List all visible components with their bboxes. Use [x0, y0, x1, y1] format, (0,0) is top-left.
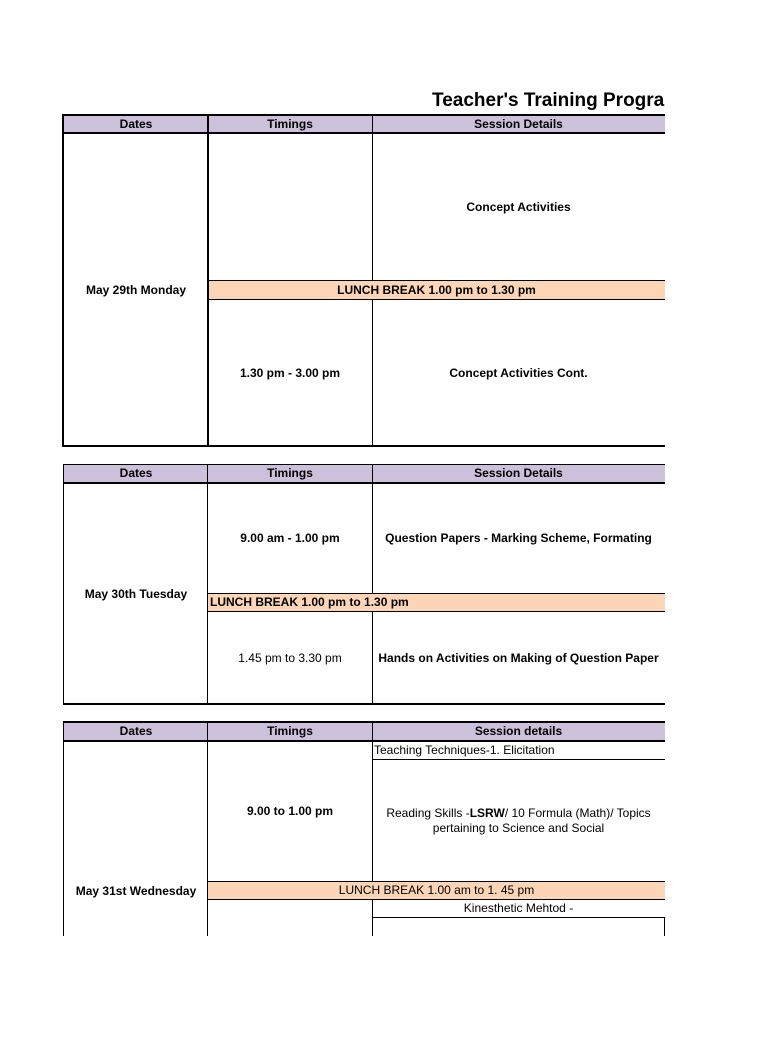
- session-cell: [372, 760, 665, 881]
- timing-cell: 1.30 pm - 3.00 pm: [239, 365, 341, 380]
- timing-cell: 9.00 to 1.00 pm: [246, 804, 334, 818]
- table-border: [63, 114, 665, 116]
- table-border: [207, 721, 208, 936]
- session-cell: Concept Activities: [466, 199, 571, 214]
- session-cell: Teaching Techniques-1. Elicitation: [374, 743, 555, 757]
- header-session-details: Session details: [372, 723, 665, 740]
- lunch-break-row: LUNCH BREAK 1.00 pm to 1.30 pm: [208, 594, 665, 611]
- lunch-break-row: LUNCH BREAK 1.00 pm to 1.30 pm: [208, 281, 665, 299]
- session-cell: Concept Activities Cont.: [449, 365, 588, 380]
- date-cell: May 30th Tuesday: [84, 586, 188, 601]
- header-dates: Dates: [64, 116, 208, 133]
- header-timings: Timings: [208, 116, 372, 133]
- table-border: [63, 464, 64, 705]
- lunch-break-row: LUNCH BREAK 1.00 am to 1. 45 pm: [208, 882, 665, 899]
- table-border: [372, 114, 373, 280]
- table-border: [208, 299, 665, 300]
- session-text: Reading Skills -LSRW/ 10 Formula (Math)/ Topics pertaining to Science and Social: [386, 805, 651, 835]
- session-cell: Question Papers - Marking Scheme, Formating: [385, 531, 652, 545]
- session-cell: Kinesthetic Mehtod -: [463, 901, 574, 915]
- table-border: [372, 899, 373, 936]
- table-border: [62, 114, 64, 447]
- header-timings: Timings: [208, 465, 372, 482]
- date-cell: May 31st Wednesday: [75, 884, 197, 898]
- table-border: [372, 917, 665, 918]
- header-dates: Dates: [64, 465, 208, 482]
- table-border: [207, 464, 208, 705]
- table-border: [372, 611, 373, 705]
- table-border: [372, 464, 373, 594]
- table-border: [208, 899, 665, 900]
- header-session-details: Session Details: [372, 465, 665, 482]
- header-dates: Dates: [64, 723, 208, 740]
- table-border: [63, 132, 665, 134]
- date-cell: May 29th Monday: [85, 282, 187, 297]
- session-cell: Hands on Activities on Making of Question Paper: [378, 650, 659, 665]
- timing-cell: 9.00 am - 1.00 pm: [240, 531, 340, 545]
- table-border: [63, 464, 665, 465]
- table-border: [664, 917, 665, 936]
- header-session-details: Session Details: [372, 116, 665, 133]
- table-border: [207, 114, 209, 447]
- table-border: [63, 482, 665, 484]
- table-border: [372, 721, 373, 882]
- table-border: [372, 299, 373, 447]
- table-border: [63, 721, 665, 723]
- table-border: [63, 703, 665, 705]
- table-border: [208, 611, 665, 612]
- table-border: [372, 759, 665, 760]
- table-border: [208, 593, 665, 594]
- table-border: [63, 740, 665, 742]
- table-border: [208, 881, 665, 882]
- table-border: [208, 280, 665, 281]
- table-border: [63, 445, 665, 447]
- header-timings: Timings: [208, 723, 372, 740]
- table-border: [63, 721, 64, 936]
- timing-cell: 1.45 pm to 3.30 pm: [238, 650, 342, 665]
- page-title: Teacher's Training Progra: [432, 90, 665, 111]
